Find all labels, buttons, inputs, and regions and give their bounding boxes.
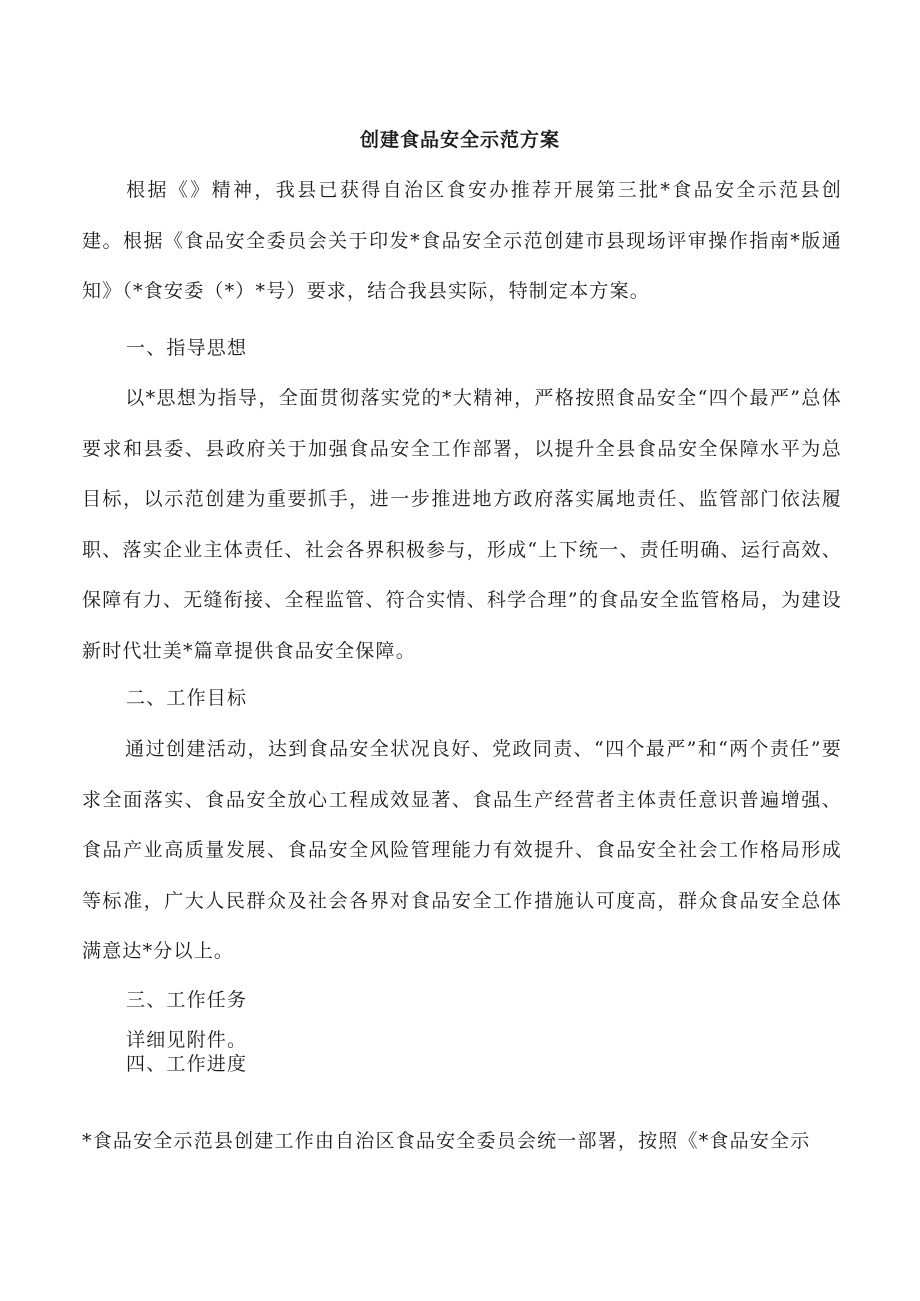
section-heading-work-progress: 四、工作进度	[126, 1053, 248, 1075]
section2-text: 通过创建活动，达到食品安全状况良好、党政同责、“四个最严”和“两个责任”要求全面落实、食品安全放心工程成效显著、食品生产经营者主体责任意识普遍增强、食品产业高质量发展、食品安全风险管理能力有效提升、食品安全社会工作格局形成等标准，广大人民群众及社会各界对食品安全工作措施认可度高，群众食品安全总体满意达*分以上。	[82, 738, 842, 962]
section-body-work-progress	[82, 1116, 842, 1167]
section-heading-work-tasks: 三、工作任务	[126, 989, 248, 1011]
section1-text: 以*思想为指导，全面贯彻落实党的*大精神，严格按照食品安全“四个最严”总体要求和县委、县政府关于加强食品安全工作部署，以提升全县食品安全保障水平为总目标，以示范创建为重要抓手，进一步推进地方政府落实属地责任、监管部门依法履职、落实企业主体责任、社会各界积极参与，形成“上下统一、责任明确、运行高效、保障有力、无缝衔接、全程监管、符合实情、科学合理”的食品安全监管格局，为建设新时代壮美*篇章提供食品安全保障。	[82, 387, 842, 662]
intro-paragraph	[82, 165, 842, 317]
section-heading-work-goals: 二、工作目标	[126, 687, 248, 709]
intro-text: 根据《》精神，我县已获得自治区食安办推荐开展第三批*食品安全示范县创建。根据《食品安全委员会关于印发*食品安全示范创建市县现场评审操作指南*版通知》（*食安委（*）*号）要求，结合我县实际，特制定本方案。	[82, 179, 842, 302]
section-heading-guiding-ideology: 一、指导思想	[126, 337, 248, 359]
section-body-guiding-ideology	[82, 373, 842, 676]
section-body-work-goals	[82, 724, 842, 977]
section4-text: *食品安全示范县创建工作由自治区食品安全委员会统一部署，按照《*食品安全示	[82, 1130, 811, 1152]
document-title: 创建食品安全示范方案	[359, 129, 560, 151]
section-body-work-tasks: 详细见附件。	[126, 1029, 248, 1051]
